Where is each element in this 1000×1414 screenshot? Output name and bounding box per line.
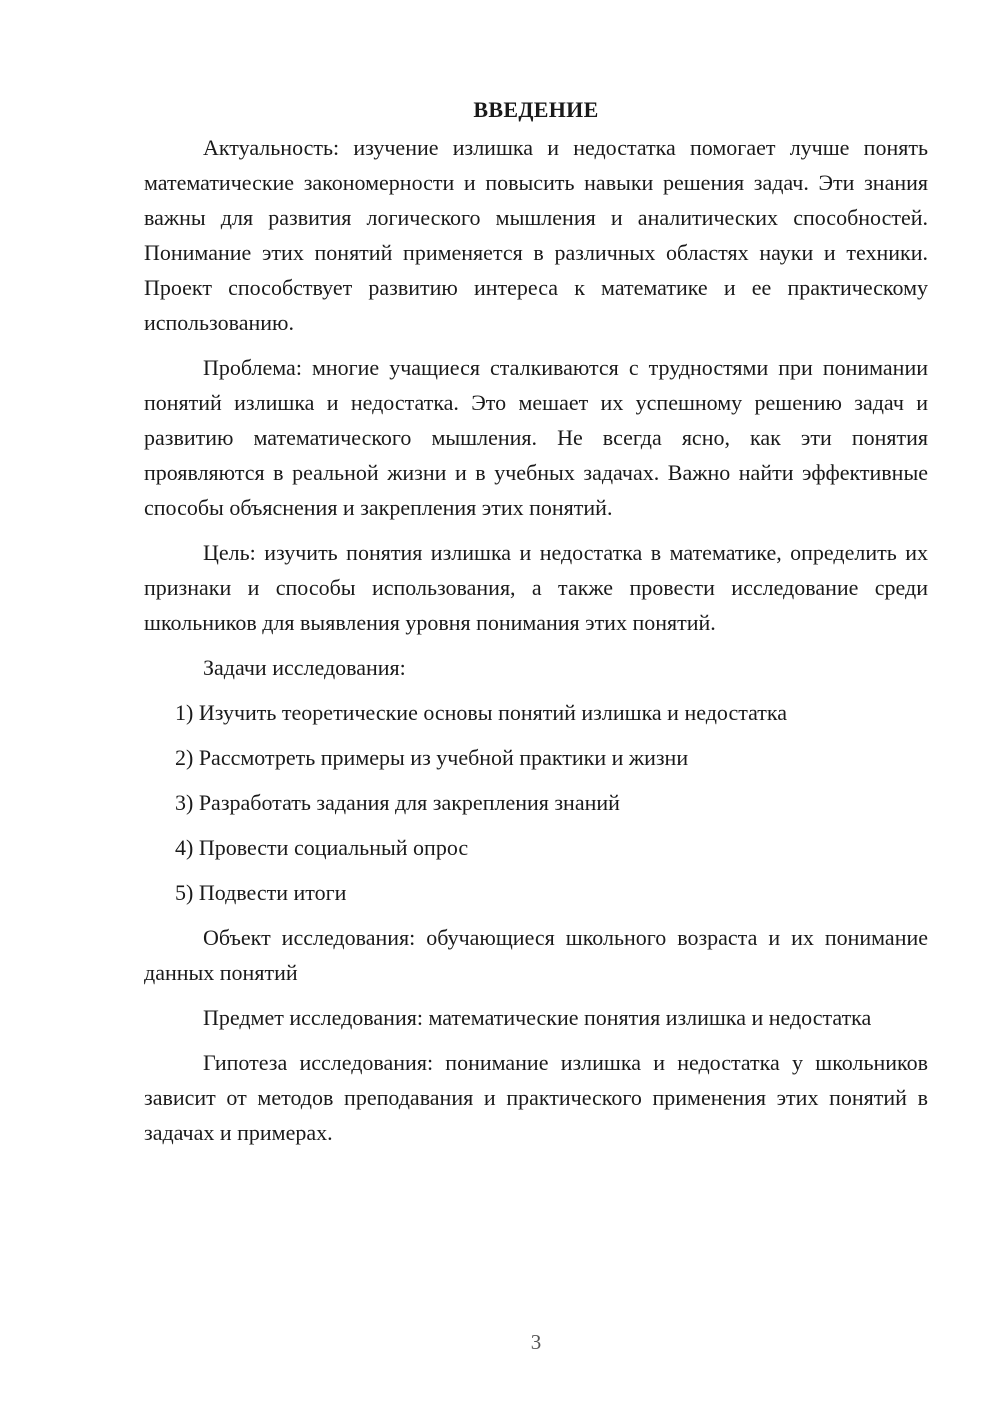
task-item: 5) Подвести итоги [175, 880, 347, 905]
task-item: 1) Изучить теоретические основы понятий излишка и недостатка [175, 700, 788, 725]
task-item: 3) Разработать задания для закрепления знаний [175, 790, 620, 815]
section-title: ВВЕДЕНИЕ [473, 97, 599, 122]
tasks-heading: Задачи исследования: [203, 655, 406, 680]
task-item: 2) Рассмотреть примеры из учебной практики и жизни [175, 745, 689, 770]
document-page [144, 92, 928, 1160]
hypothesis-paragraph: Гипотеза исследования: понимание излишка и недостатка у школьников зависит от методов преподавания и практического применения этих понятий в задачах и примерах. [144, 1050, 928, 1145]
goal-paragraph: Цель: изучить понятия излишка и недостатка в математике, определить их признаки и способы использования, а также провести исследование среди школьников для выявления уровня понимания этих понятий. [144, 540, 928, 635]
object-paragraph: Объект исследования: обучающиеся школьного возраста и их понимание данных понятий [144, 925, 928, 985]
problem-paragraph: Проблема: многие учащиеся сталкиваются с трудностями при понимании понятий излишка и недостатка. Это мешает их успешному решению задач и развитию математического мышления. Не всегда ясно, как эти понятия проявляются в реальной жизни и в учебных задачах. Важно найти эффективные способы объяснения и закрепления этих понятий. [144, 355, 928, 520]
subject-paragraph: Предмет исследования: математические понятия излишка и недостатка [203, 1005, 872, 1030]
relevance-paragraph: Актуальность: изучение излишка и недостатка помогает лучше понять математические закономерности и повысить навыки решения задач. Эти знания важны для развития логического мышления и аналитических способностей. Понимание этих понятий применяется в различных областях науки и техники. Проект способствует развитию интереса к математике и ее практическому использованию. [144, 135, 928, 335]
tasks-list [144, 695, 928, 910]
page-number: 3 [530, 1330, 542, 1354]
task-item: 4) Провести социальный опрос [175, 835, 469, 860]
